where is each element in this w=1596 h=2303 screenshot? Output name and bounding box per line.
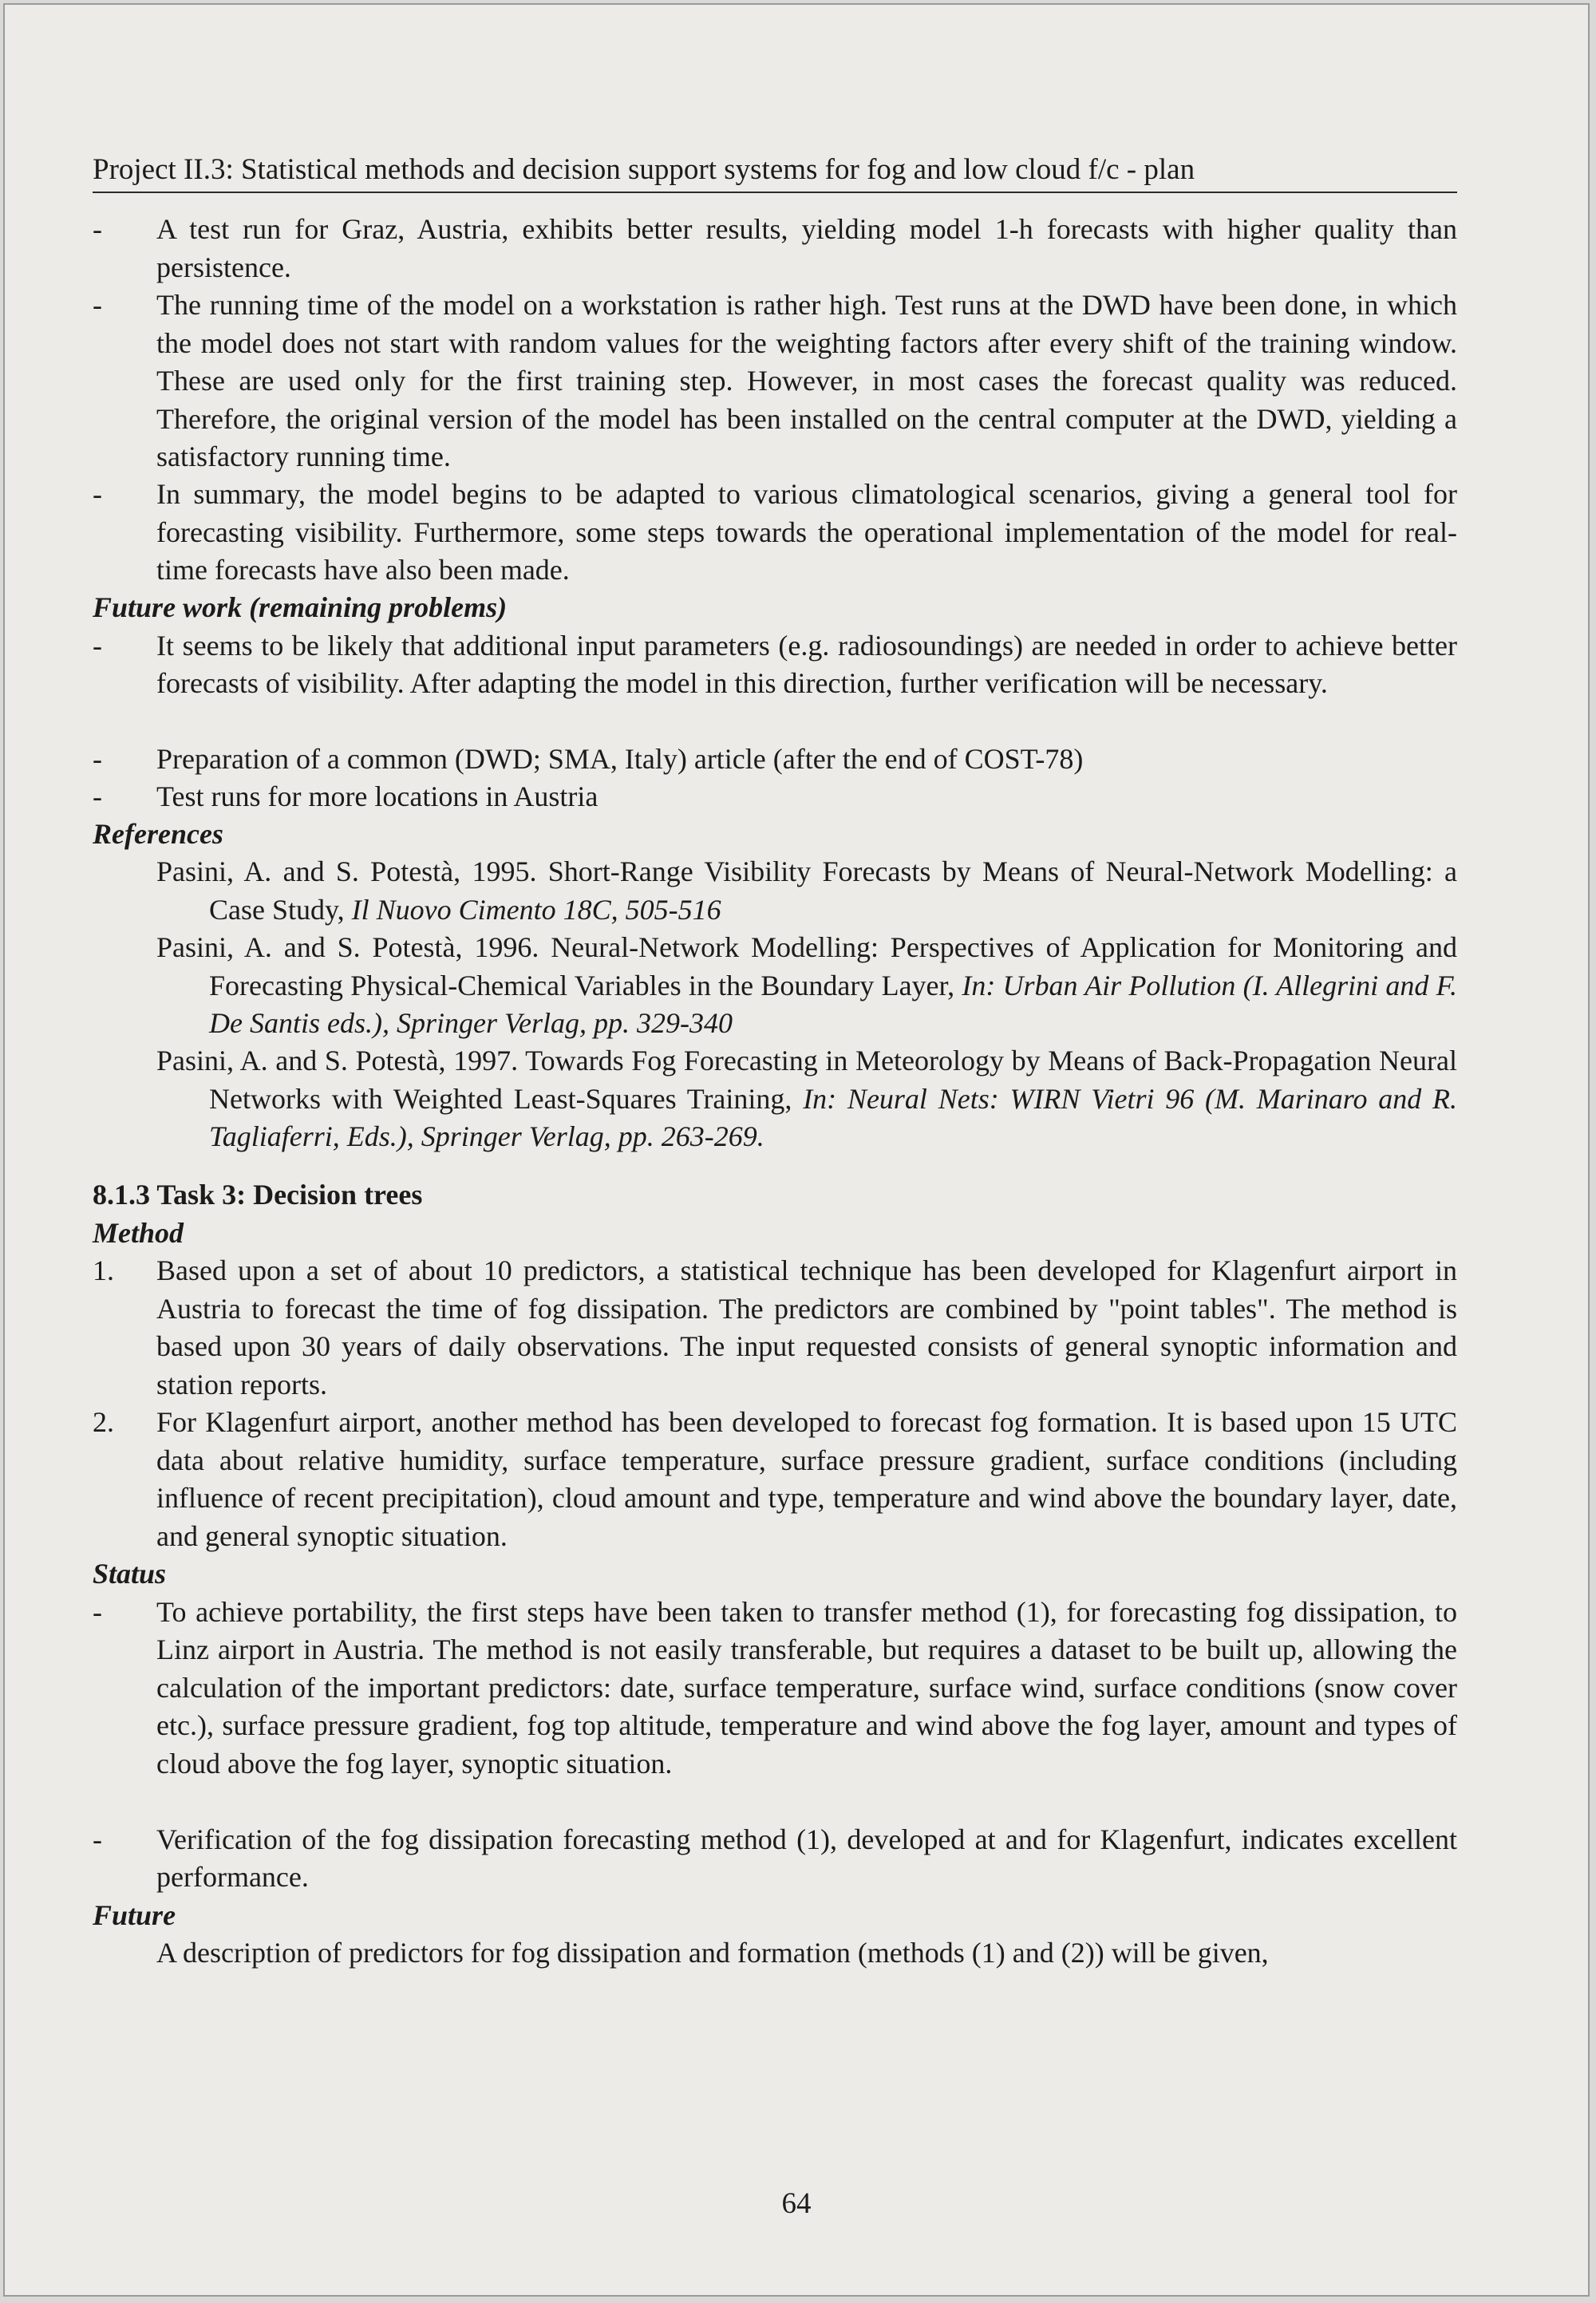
bullet-dash: -	[93, 478, 102, 510]
numbered-item-text: Based upon a set of about 10 predictors, a statistical technique has been developed for Klagenfurt airport in Austria to forecast the time of fog dissipation. The predictors are combined by "point tables". The method is based upon 30 years of daily observations. The input requested consists of general synoptic information and station reports.	[156, 1254, 1457, 1400]
section-heading-future-work: Future work (remaining problems)	[93, 591, 508, 623]
list-item-text: A test run for Graz, Austria, exhibits better results, yielding model 1-h forecasts with higher quality than persistence.	[156, 213, 1457, 283]
reference-text: Pasini, A. and S. Potestà, 1997. Towards Fog Forecasting in Meteorology by Means of Back-Propagation Neural Networks with Weighted Least-Squares Training,	[156, 1045, 1457, 1115]
section-title: 8.1.3 Task 3: Decision trees	[93, 1179, 423, 1211]
running-head: Project II.3: Statistical methods and decision support systems for fog and low cloud f/c - plan	[93, 152, 1457, 193]
list-item	[93, 476, 1457, 589]
list-item	[93, 286, 1457, 476]
list-item	[93, 627, 1457, 741]
list-item	[93, 1821, 1457, 1897]
list-item-text: Preparation of a common (DWD; SMA, Italy) article (after the end of COST-78)	[156, 742, 1084, 775]
item-number: 1.	[93, 1254, 114, 1286]
section-heading-references: References	[93, 817, 223, 850]
bullet-dash: -	[93, 213, 102, 245]
reference-source: In: Neural Nets: WIRN Vietri 96 (M. Marinaro and R. Tagliaferri, Eds.), Springer Verlag, pp. 263-269.	[209, 1082, 1457, 1152]
numbered-item	[93, 1252, 1457, 1404]
subheading-status: Status	[93, 1558, 167, 1590]
numbered-item	[93, 1404, 1457, 1555]
document-page	[3, 3, 1590, 2297]
list-item-text: To achieve portability, the first steps have been taken to transfer method (1), for forecasting fog dissipation, to Linz airport in Austria. The method is not easily transferable, but requires a dataset to be built up, allowing the calculation of the important predictors: date, surface temperature, surface wind, surface conditions (snow cover etc.), surface pressure gradient, fog top altitude, temperature and wind above the fog layer, amount and types of cloud above the fog layer, synoptic situation.	[156, 1595, 1457, 1780]
list-item	[93, 741, 1457, 778]
list-item-text: Verification of the fog dissipation forecasting method (1), developed at and for Klagenfurt, indicates excellent performance.	[156, 1823, 1457, 1893]
reference-source: Il Nuovo Cimento 18C, 505-516	[351, 893, 721, 926]
bullet-dash: -	[93, 742, 102, 775]
reference-entry	[93, 853, 1457, 929]
bullet-dash: -	[93, 1595, 102, 1628]
subheading-future: Future	[93, 1898, 176, 1931]
list-item	[93, 1594, 1457, 1821]
bullet-dash: -	[93, 1823, 102, 1855]
reference-text: Pasini, A. and S. Potestà, 1996. Neural-Network Modelling: Perspectives of Application for Monitoring and Forecasting Physical-Chemical Variables in the Boundary Layer,	[156, 931, 1457, 1001]
list-item-text: The running time of the model on a workstation is rather high. Test runs at the DWD have been done, in which the model does not start with random values for the weighting factors after every shift of the training window. These are used only for the first training step. However, in most cases the forecast quality was reduced. Therefore, the original version of the model has been installed on the central computer at the DWD, yielding a satisfactory running time.	[156, 289, 1457, 472]
list-item	[93, 211, 1457, 286]
subheading-method: Method	[93, 1216, 184, 1249]
page-number: 64	[781, 2187, 812, 2220]
reference-entry	[93, 1042, 1457, 1155]
bullet-dash: -	[93, 289, 102, 321]
bullet-dash: -	[93, 780, 102, 812]
list-item-text: Test runs for more locations in Austria	[156, 780, 598, 812]
paragraph: A description of predictors for fog dissipation and formation (methods (1) and (2)) will be given,	[156, 1937, 1269, 1969]
reference-entry	[93, 929, 1457, 1042]
page-body	[93, 211, 1457, 1973]
list-item-text: In summary, the model begins to be adapted to various climatological scenarios, giving a general tool for forecasting visibility. Furthermore, some steps towards the operational implementation of the model for real-time forecasts have also been made.	[156, 478, 1457, 586]
numbered-item-text: For Klagenfurt airport, another method has been developed to forecast fog formation. It is based upon 15 UTC data about relative humidity, surface temperature, surface pressure gradient, surface conditions (including influence of recent precipitation), cloud amount and type, temperature and wind above the boundary layer, date, and general synoptic situation.	[156, 1406, 1457, 1552]
reference-source: In: Urban Air Pollution (I. Allegrini and F. De Santis eds.), Springer Verlag, pp. 329-340	[209, 969, 1457, 1039]
bullet-dash: -	[93, 629, 102, 662]
item-number: 2.	[93, 1406, 114, 1438]
reference-text: Pasini, A. and S. Potestà, 1995. Short-Range Visibility Forecasts by Means of Neural-Network Modelling: a Case Study,	[156, 855, 1457, 926]
list-item-text: It seems to be likely that additional input parameters (e.g. radiosoundings) are needed in order to achieve better forecasts of visibility. After adapting the model in this direction, further verification will be necessary.	[156, 629, 1457, 699]
list-item	[93, 778, 1457, 816]
